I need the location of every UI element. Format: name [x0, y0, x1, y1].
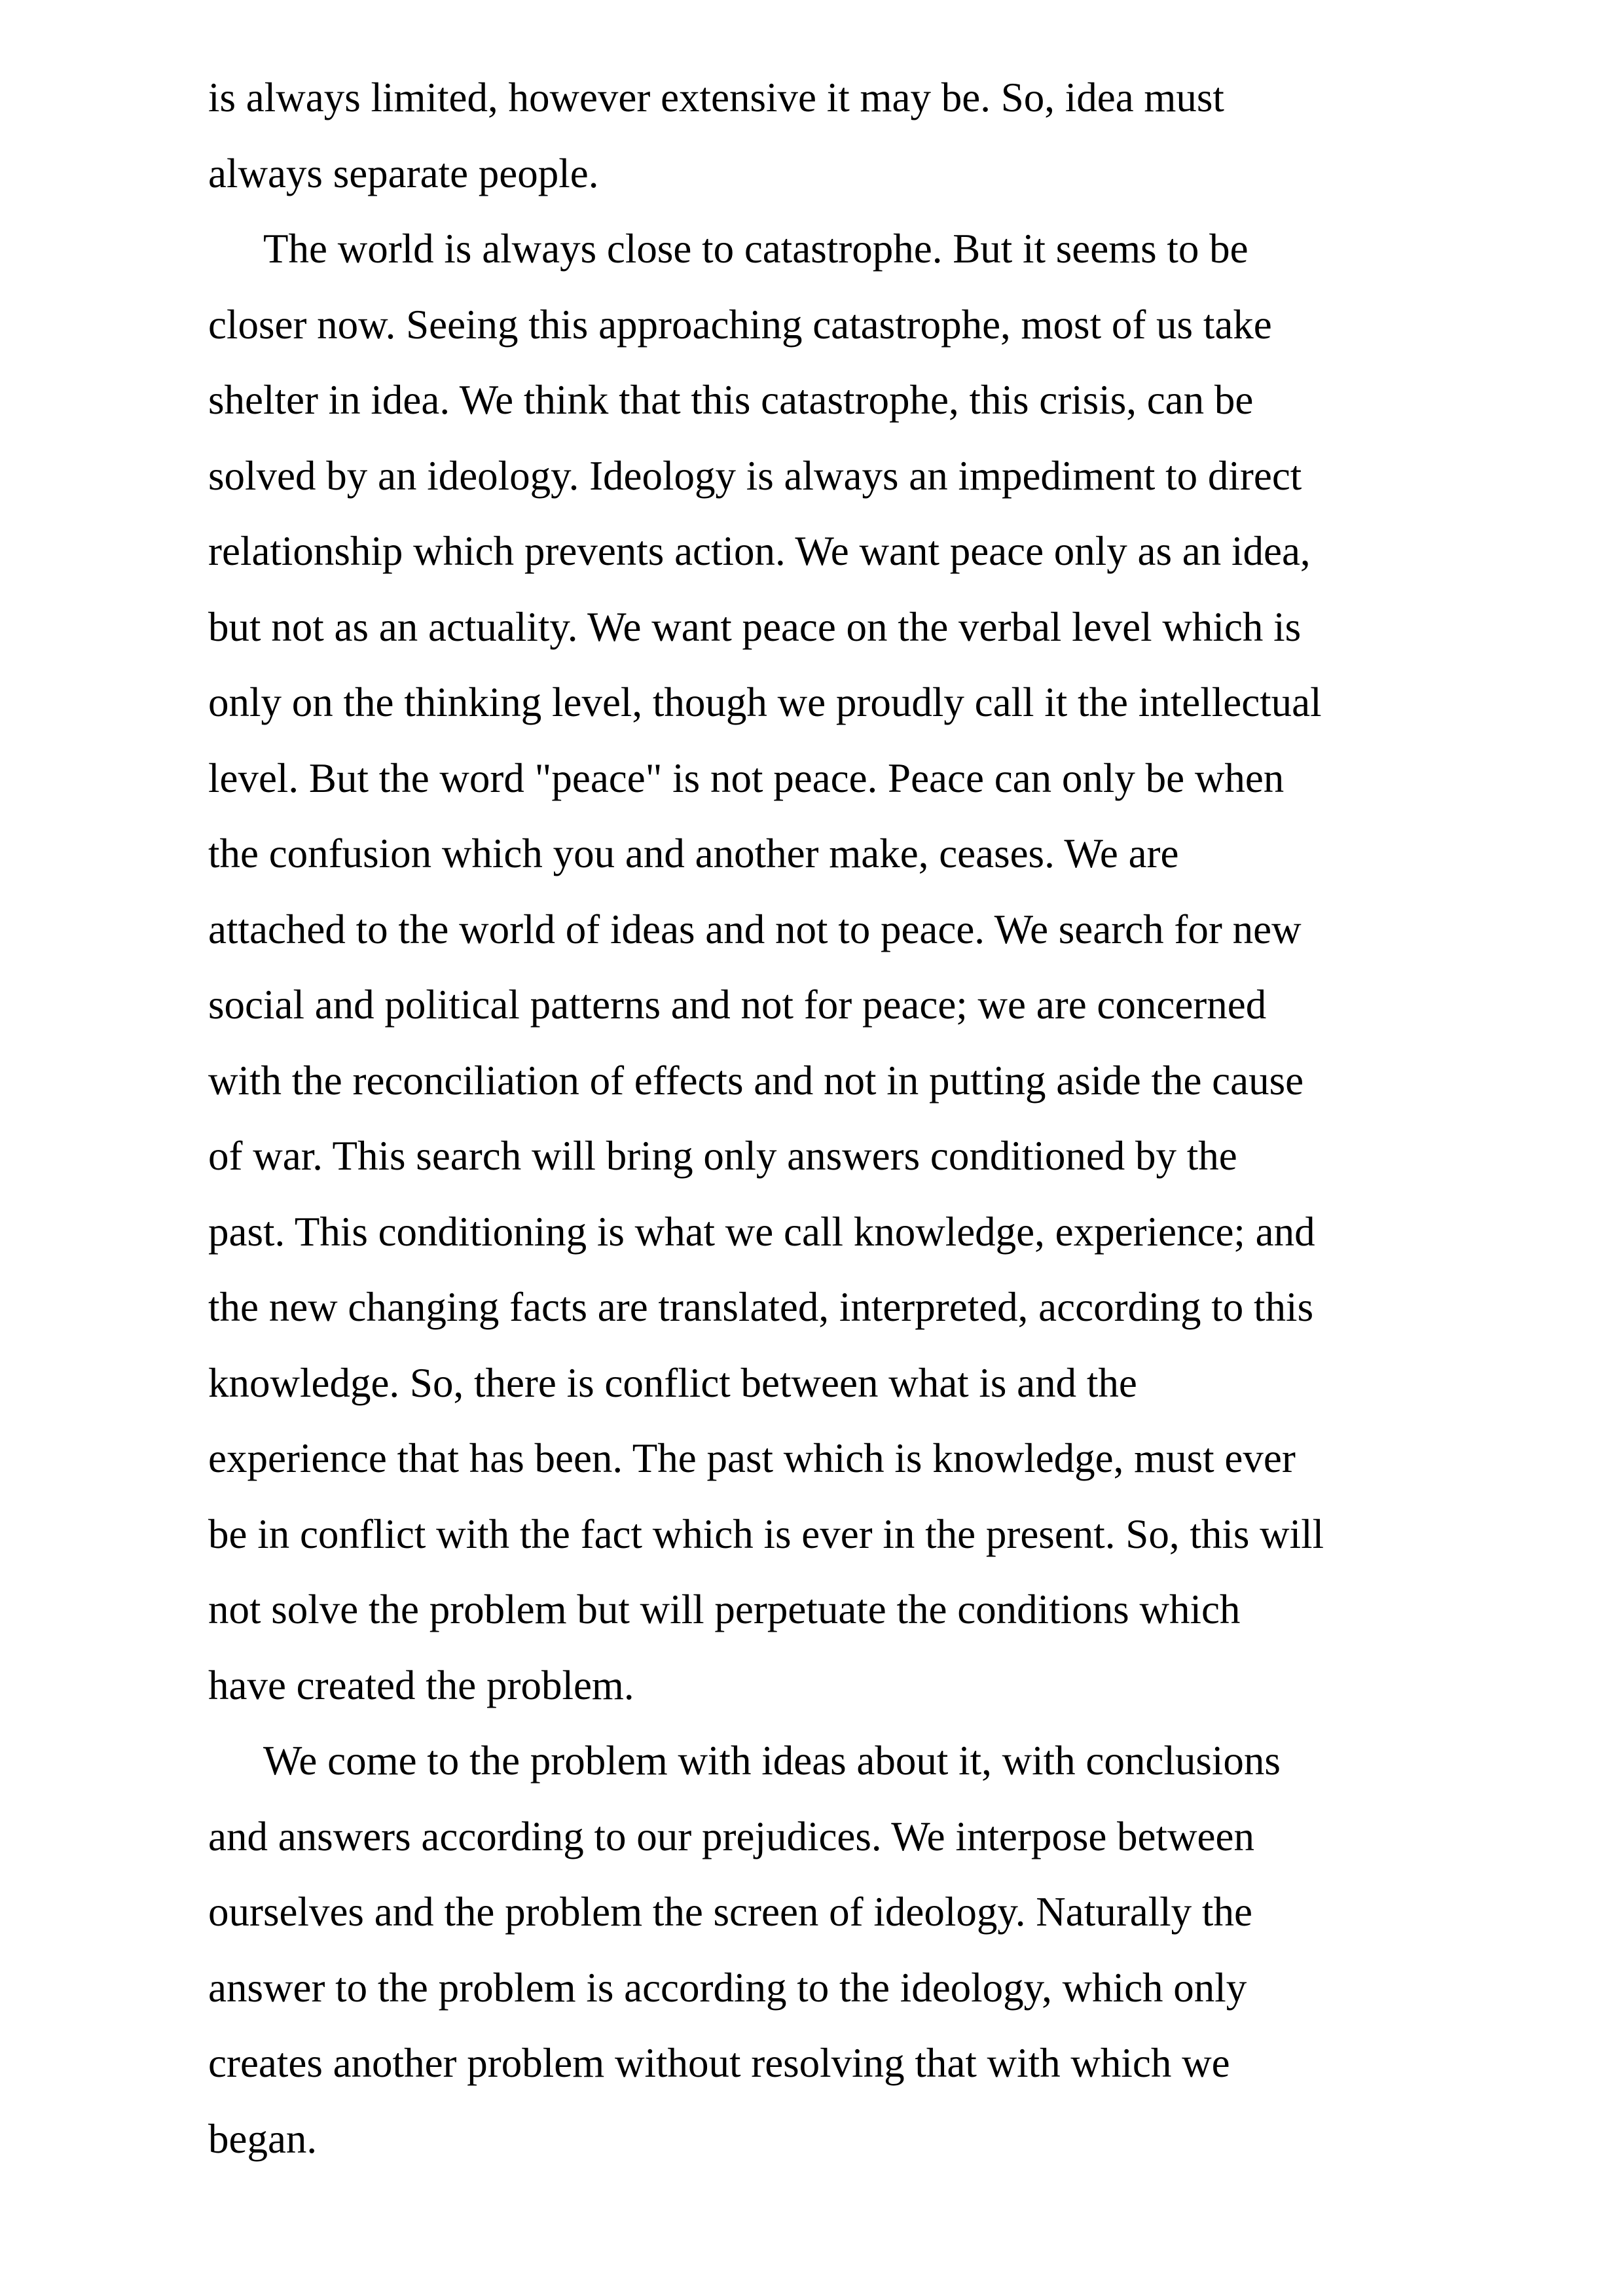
text-line: relationship which prevents action. We want peace only as an idea,	[208, 528, 1311, 574]
paragraph-start-line: We come to the problem with ideas about it, with conclusions	[263, 1738, 1281, 1784]
text-line: the confusion which you and another make, ceases. We are	[208, 831, 1179, 876]
text-line: answer to the problem is according to the ideology, which only	[208, 1964, 1247, 2011]
text-line: and answers according to our prejudices. We interpose between	[208, 1813, 1254, 1859]
text-line: have created the problem.	[208, 1662, 634, 1708]
text-line: not solve the problem but will perpetuate the conditions which	[208, 1587, 1241, 1632]
text-line: past. This conditioning is what we call knowledge, experience; and	[208, 1208, 1315, 1255]
text-line: only on the thinking level, though we proudly call it the intellectual	[208, 679, 1322, 725]
text-line: is always limited, however extensive it may be. So, idea must	[208, 75, 1224, 120]
text-line: attached to the world of ideas and not to peace. We search for new	[208, 906, 1302, 952]
text-line: creates another problem without resolving that with which we	[208, 2040, 1230, 2086]
text-line: knowledge. So, there is conflict between what is and the	[208, 1359, 1137, 1406]
paragraph-start-line: The world is always close to catastrophe. But it seems to be	[263, 226, 1249, 272]
text-line: shelter in idea. We think that this catastrophe, this crisis, can be	[208, 377, 1254, 423]
text-line: experience that has been. The past which is knowledge, must ever	[208, 1435, 1296, 1481]
text-line: ourselves and the problem the screen of ideology. Naturally the	[208, 1889, 1252, 1935]
text-line: solved by an ideology. Ideology is always an impediment to direct	[208, 452, 1302, 499]
text-line: level. But the word "peace" is not peace. Peace can only be when	[208, 755, 1285, 801]
text-line: but not as an actuality. We want peace on the verbal level which is	[208, 603, 1302, 650]
text-line: always separate people.	[208, 150, 599, 196]
text-line: of war. This search will bring only answers conditioned by the	[208, 1133, 1237, 1179]
text-line: the new changing facts are translated, interpreted, according to this	[208, 1284, 1314, 1330]
text-line: closer now. Seeing this approaching catastrophe, most of us take	[208, 301, 1272, 348]
text-line: began.	[208, 2115, 318, 2162]
text-line: be in conflict with the fact which is ever in the present. So, this will	[208, 1511, 1324, 1557]
text-line: social and political patterns and not for peace; we are concerned	[208, 982, 1267, 1028]
body-text	[208, 60, 1426, 2177]
text-line: with the reconciliation of effects and not in putting aside the cause	[208, 1057, 1304, 1103]
